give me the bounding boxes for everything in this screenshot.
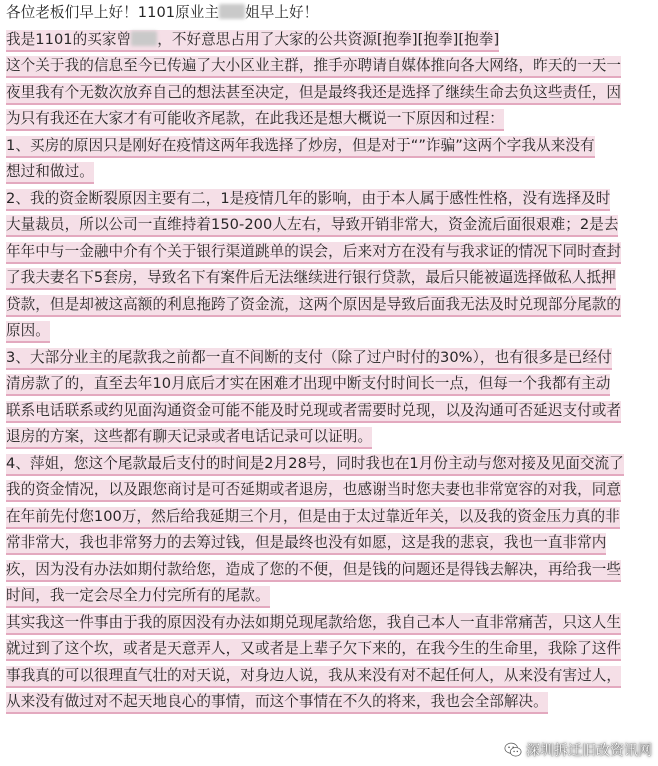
text-segment: 就过到了这个坎，或者是天意弄人，又或者是上辈子欠下来的，在我今生的生命里，我除了这件 [6,639,621,661]
text-segment: 常非常大，我也非常努力的去筹过钱，但是最终也没有如愿，这是我的悲哀，我也一直非常内 [6,533,606,555]
text-line-22 [6,557,652,584]
text-segment: 3、大部分业主的尾款我之前都一直不间断的支付（除了过户时付的30%），也有很多是已经付 [6,348,612,370]
text-line-6 [6,133,652,160]
text-segment: 1、买房的原因只是刚好在疫情这两年我选择了炒房，但是对于“”诈骗”这两个字我从来没有 [6,136,595,158]
text-line-12 [6,292,652,319]
text-line-27 [6,689,652,716]
redacted-name-blur [131,31,157,46]
text-segment: 2、我的资金断裂原因主要有二，1是疫情几年的影响，由于本人属于感性性格，没有选择及时 [6,189,610,211]
text-segment: 从来没有做过对不起天地良心的事情，而这个事情在不久的将来，我也会全部解决。 [6,692,548,714]
text-line-2 [6,27,652,54]
text-line-17 [6,424,652,451]
text-line-5 [6,106,652,133]
text-line-26 [6,663,652,690]
wechat-icon [504,741,522,759]
text-segment: 联系电话联系或约见面沟通资金可能不能及时兑现或者需要时兑现，以及沟通可否延迟支付或者 [6,401,621,423]
watermark-text: 深圳拆迁旧改资讯网 [526,743,652,759]
text-line-19 [6,477,652,504]
text-segment: 退房的方案，这些都有聊天记录或者电话记录可以证明。 [6,427,372,449]
text-line-14 [6,345,652,372]
text-segment: 夜里我有个无数次放弃自己的想法甚至决定，但是最终我还是选择了继续生命去负这些责任，因 [6,83,621,105]
text-line-13 [6,318,652,345]
text-segment: 在年前先付您100万，然后给我延期三个月，但是由于太过靠近年关，以及我的资金压力真的非 [6,507,620,529]
text-segment: 其实我这一件事由于我的原因没有办法如期兑现尾款给您，我自己本人一直非常痛苦，只这人生 [6,613,621,635]
watermark [504,740,652,760]
text-segment: 清房款了的，直至去年10月底后才实在困难才出现中断支付时间长一点，但每一个我都有主动 [6,374,610,396]
text-segment: 年年中与一金融中介有个关于银行渠道跳单的误会，后来对方在没有与我求证的情况下同时查封 [6,242,621,264]
text-line-23 [6,583,652,610]
text-line-25 [6,636,652,663]
text-segment: 为只有我还在大家才有可能收齐尾款，在此我还是想大概说一下原因和过程： [6,109,504,131]
text-segment: 想过和做过。 [6,162,94,184]
text-segment: 我的资金情况，以及跟您商讨是可否延期或者退房，也感谢当时您夫妻也非常宽容的对我，同意 [6,480,621,502]
text-line-15 [6,371,652,398]
text-segment: 大量裁员，所以公司一直维持着150-200人左右，导致开销非常大，资金流后面很艰难；2是去 [6,215,618,237]
text-segment: 姐早上好！ [245,4,319,21]
text-segment: ，不好意思占用了大家的公共资源[抱拳][抱拳][抱拳] [157,30,500,48]
text-line-3 [6,53,652,80]
text-line-9 [6,212,652,239]
text-segment: 时间，我一定会尽全力付完所有的尾款。 [6,586,270,608]
text-line-11 [6,265,652,292]
text-segment: 贷款，但是却被这高额的利息拖跨了资金流，这两个原因是导致后面我无法及时兑现部分尾款的 [6,295,621,317]
text-line-16 [6,398,652,425]
text-segment: 4、萍姐，您这个尾款最后支付的时间是2月28号，同时我也在1月份主动与您对接及见面交流了 [6,454,624,476]
text-line-24 [6,610,652,637]
text-segment: 这个关于我的信息至今已传遍了大小区业主群，推手亦聘请自媒体推向各大网络，昨天的一天一 [6,56,621,78]
text-segment: 事我真的可以很理直气壮的对天说，对身边人说，我从来没有对不起任何人，从来没有害过人， [6,666,621,688]
text-line-18 [6,451,652,478]
text-line-20 [6,504,652,531]
text-line-21 [6,530,652,557]
text-line-10 [6,239,652,266]
text-segment: 了我夫妻名下5套房，导致名下有案件后无法继续进行银行贷款，最后只能被逼选择做私人抵押 [6,268,616,290]
text-segment: 我是1101的买家曾 [6,30,132,48]
text-segment: 原因。 [6,321,50,343]
text-line-8 [6,186,652,213]
text-line-4 [6,80,652,107]
text-segment: 疚，因为没有办法如期付款给您，造成了您的不便，但是钱的问题还是得钱去解决，再给我一些 [6,560,621,582]
text-line-7 [6,159,652,186]
text-segment: 各位老板们早上好！1101原业主 [6,4,220,21]
text-line-1 [6,0,652,27]
redacted-name-blur [219,4,245,19]
